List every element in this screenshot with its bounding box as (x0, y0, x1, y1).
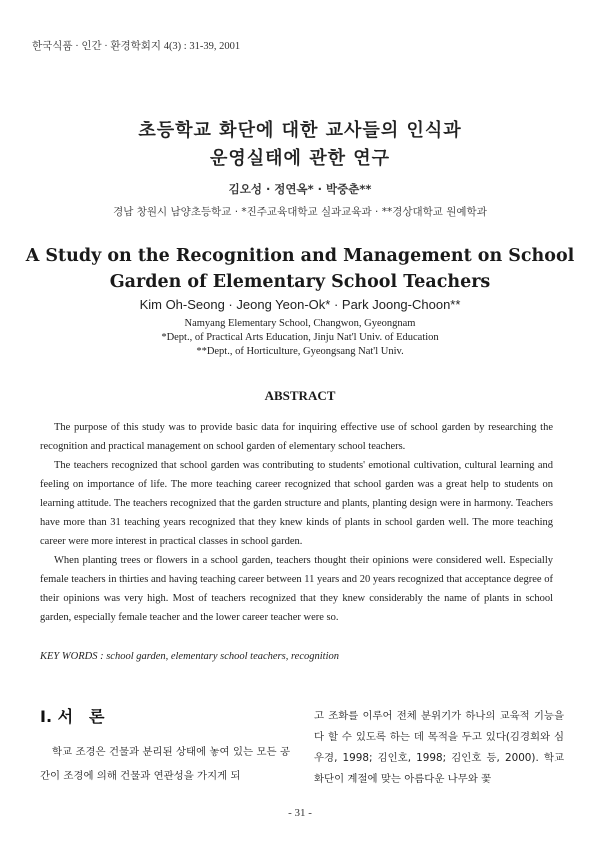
abstract-paragraph-1: The purpose of this study was to provide basic data for inquiring effective use of school garden by researching the recognition and practical management on school garden of elementary school teachers. (40, 422, 553, 452)
page-number: - 31 - (288, 807, 312, 819)
korean-affiliations: 경남 창원시 남양초등학교 · *진주교육대학교 실과교육과 · **경상대학교 원예학과 (113, 206, 487, 218)
english-affiliation-1: Namyang Elementary School, Changwon, Gyeongnam (184, 318, 416, 329)
korean-title-line-1: 초등학교 화단에 대한 교사들의 인식과 (138, 120, 462, 141)
english-title-line-1: A Study on the Recognition and Management on School (25, 246, 575, 266)
journal-header: 한국식품 · 인간 · 환경학회지 4(3) : 31-39, 2001 (32, 41, 241, 52)
body-paragraph-right: 고 조화를 이루어 전체 분위기가 하나의 교육적 기능을 다 할 수 있도록 하는 데 목적을 두고 있다(김경회와 심우경, 1998; 김인호, 1998; 김인호 등, 2000). 학교 화단이 계절에 맞는 아름다운 나무와 꽃 (314, 710, 564, 785)
english-authors: Kim Oh-Seong · Jeong Yeon-Ok* · Park Joong-Choon** (139, 297, 461, 312)
english-affiliation-3: **Dept., of Horticulture, Gyeongsang Nat'l Univ. (196, 346, 404, 357)
abstract-paragraph-2: The teachers recognized that school garden was contributing to students' emotional cultivation, cultural learning and feeling on importance of life. The more teaching career recognized that school garden was a great help to students on learning attitude. The teachers recognized that the garden structure and plants, planting design were in harmony. Teachers have more than 31 teaching years recognized that they knew kinds of plants in school garden well. The more teaching career were more interest in practical classes in school garden. (40, 460, 553, 547)
abstract-heading: ABSTRACT (264, 388, 336, 403)
section-heading-introduction: I. 서 론 (40, 707, 105, 726)
korean-title-line-2: 운영실태에 관한 연구 (209, 148, 391, 169)
english-affiliation-2: *Dept., of Practical Arts Education, Jinju Nat'l Univ. of Education (161, 332, 439, 343)
abstract-paragraph-3: When planting trees or flowers in a school garden, teachers thought their opinions were considered well. Especially female teachers in thirties and having teaching career between 11 years and 20 years recognized that acceptance degree of their opinions was very high. Most of teachers recognized that they knew considerably the name of plants in school garden, especially female teacher and the lower career teacher were so. (40, 555, 553, 623)
abstract-body (40, 418, 553, 627)
korean-authors: 김오성 · 정연옥* · 박중춘** (228, 182, 372, 196)
body-column-left (40, 740, 290, 788)
keywords: KEY WORDS : school garden, elementary school teachers, recognition (40, 651, 339, 662)
body-paragraph-left: 학교 조경은 건물과 분리된 상태에 놓여 있는 모든 공간이 조경에 의해 건물과 연관성을 가지게 되 (40, 746, 290, 782)
english-title-line-2: Garden of Elementary School Teachers (109, 272, 491, 292)
body-column-right (314, 706, 564, 790)
